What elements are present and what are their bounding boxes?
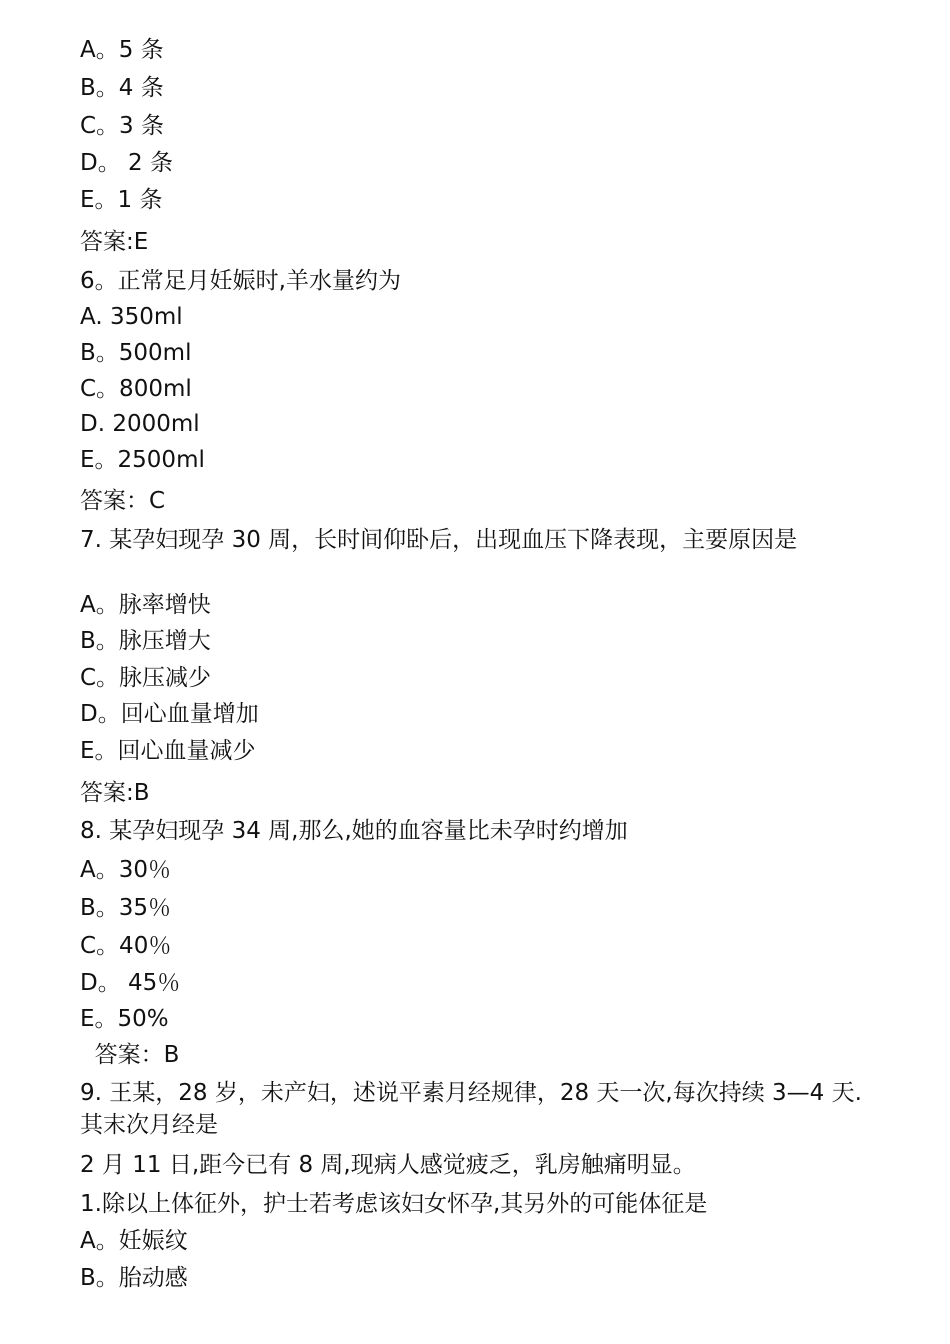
q9-question: 9. 王某，28 岁，未产妇，述说平素月经规律，28 天一次,每次持续 3—4 天.其末次月经是 — [80, 1080, 862, 1138]
q7-option-b: B。脉压增大 — [80, 628, 211, 654]
q8-option-e: E。50% — [80, 1006, 169, 1032]
q8-option-c: C。40％ — [80, 933, 172, 959]
q5-option-c: C。3 条 — [80, 113, 165, 139]
q7-answer: 答案:B — [80, 780, 150, 806]
q7-option-d: D。回心血量增加 — [80, 701, 259, 727]
q7-option-e: E。回心血量减少 — [80, 738, 256, 764]
q6-question: 6。正常足月妊娠时,羊水量约为 — [80, 268, 401, 294]
q6-option-e: E。2500ml — [80, 447, 205, 473]
q5-option-d: D。 2 条 — [80, 150, 173, 176]
q5-option-e: E。1 条 — [80, 187, 163, 213]
q6-option-a: A. 350ml — [80, 304, 183, 330]
q6-option-d: D. 2000ml — [80, 411, 200, 437]
q5-answer: 答案:E — [80, 229, 149, 255]
q8-option-a: A。30％ — [80, 857, 172, 883]
q7-question: 7. 某孕妇现孕 30 周，长时间仰卧后，出现血压下降表现，主要原因是 — [80, 527, 798, 553]
q8-option-d: D。 45％ — [80, 970, 181, 996]
q8-question: 8. 某孕妇现孕 34 周,那么,她的血容量比未孕时约增加 — [80, 818, 628, 844]
q5-option-b: B。4 条 — [80, 75, 164, 101]
q7-option-a: A。脉率增快 — [80, 592, 211, 618]
q7-option-c: C。脉压减少 — [80, 665, 212, 691]
q6-option-c: C。800ml — [80, 376, 192, 402]
q9-option-a: A。妊娠纹 — [80, 1228, 188, 1254]
q5-option-a: A。5 条 — [80, 37, 164, 63]
q9-subquestion-1: 1.除以上体征外，护士若考虑该妇女怀孕,其另外的可能体征是 — [80, 1191, 708, 1217]
q8-answer: 答案：B — [80, 1042, 180, 1068]
q6-option-b: B。500ml — [80, 340, 192, 366]
q6-answer: 答案：C — [80, 488, 166, 514]
q9-case-continued: 2 月 11 日,距今已有 8 周,现病人感觉疲乏，乳房触痛明显。 — [80, 1152, 696, 1178]
q9-option-b: B。胎动感 — [80, 1265, 188, 1291]
q8-option-b: B。35％ — [80, 895, 172, 921]
